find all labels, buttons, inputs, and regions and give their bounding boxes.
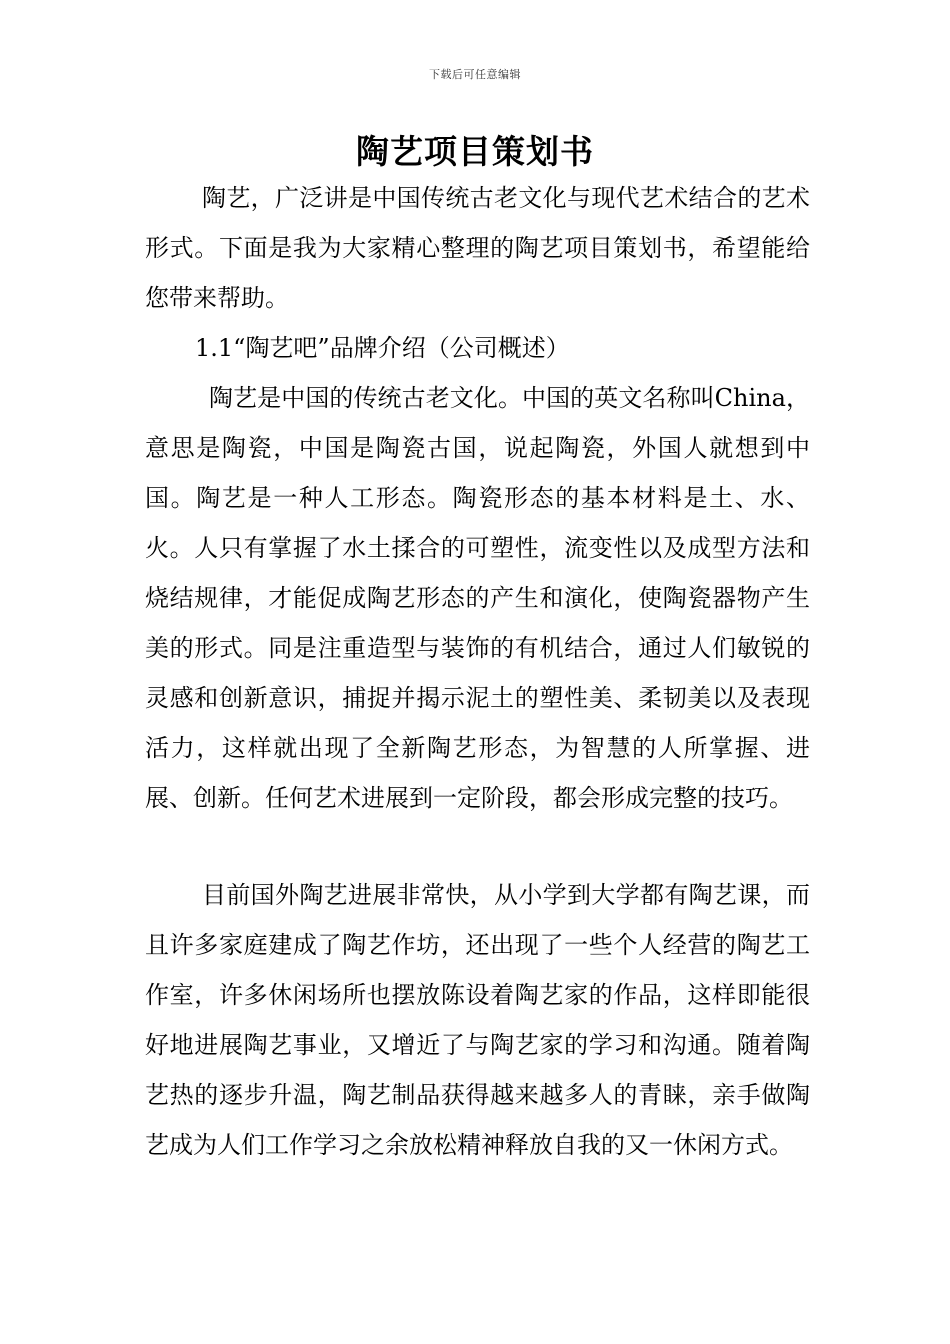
body-paragraph: 陶艺是中国的传统古老文化。中国的英文名称叫China，意思是陶瓷，中国是陶瓷古国，说起陶瓷，外国人就想到中国。陶艺是一种人工形态。陶瓷形态的基本材料是土、水、火。人只有掌握了水土揉合的可塑性，流变性以及成型方法和烧结规律，才能促成陶艺形态的产生和演化，使陶瓷器物产生美的形式。同是注重造型与装饰的有机结合，通过人们敏锐的灵感和创新意识，捕捉并揭示泥土的塑性美、柔韧美以及表现活力，这样就出现了全新陶艺形态，为智慧的人所掌握、进展、创新。任何艺术进展到一定阶段，都会形成完整的技巧。 <box>145 384 810 812</box>
section-heading: 1.1“陶艺吧”品牌介绍（公司概述） <box>195 334 570 362</box>
body-paragraph: 目前国外陶艺进展非常快，从小学到大学都有陶艺课，而且许多家庭建成了陶艺作坊，还出现了一些个人经营的陶艺工作室，许多休闲场所也摆放陈设着陶艺家的作品，这样即能很好地进展陶艺事业，又增近了与陶艺家的学习和沟通。随着陶艺热的逐步升温，陶艺制品获得越来越多人的青睐，亲手做陶艺成为人们工作学习之余放松精神释放自我的又一休闲方式。 <box>145 881 810 1159</box>
intro-paragraph: 陶艺，广泛讲是中国传统古老文化与现代艺术结合的艺术形式。下面是我为大家精心整理的陶艺项目策划书，希望能给您带来帮助。 <box>145 184 810 312</box>
document-title: 陶艺项目策划书 <box>356 132 594 171</box>
header-note: 下载后可任意编辑 <box>429 68 521 81</box>
